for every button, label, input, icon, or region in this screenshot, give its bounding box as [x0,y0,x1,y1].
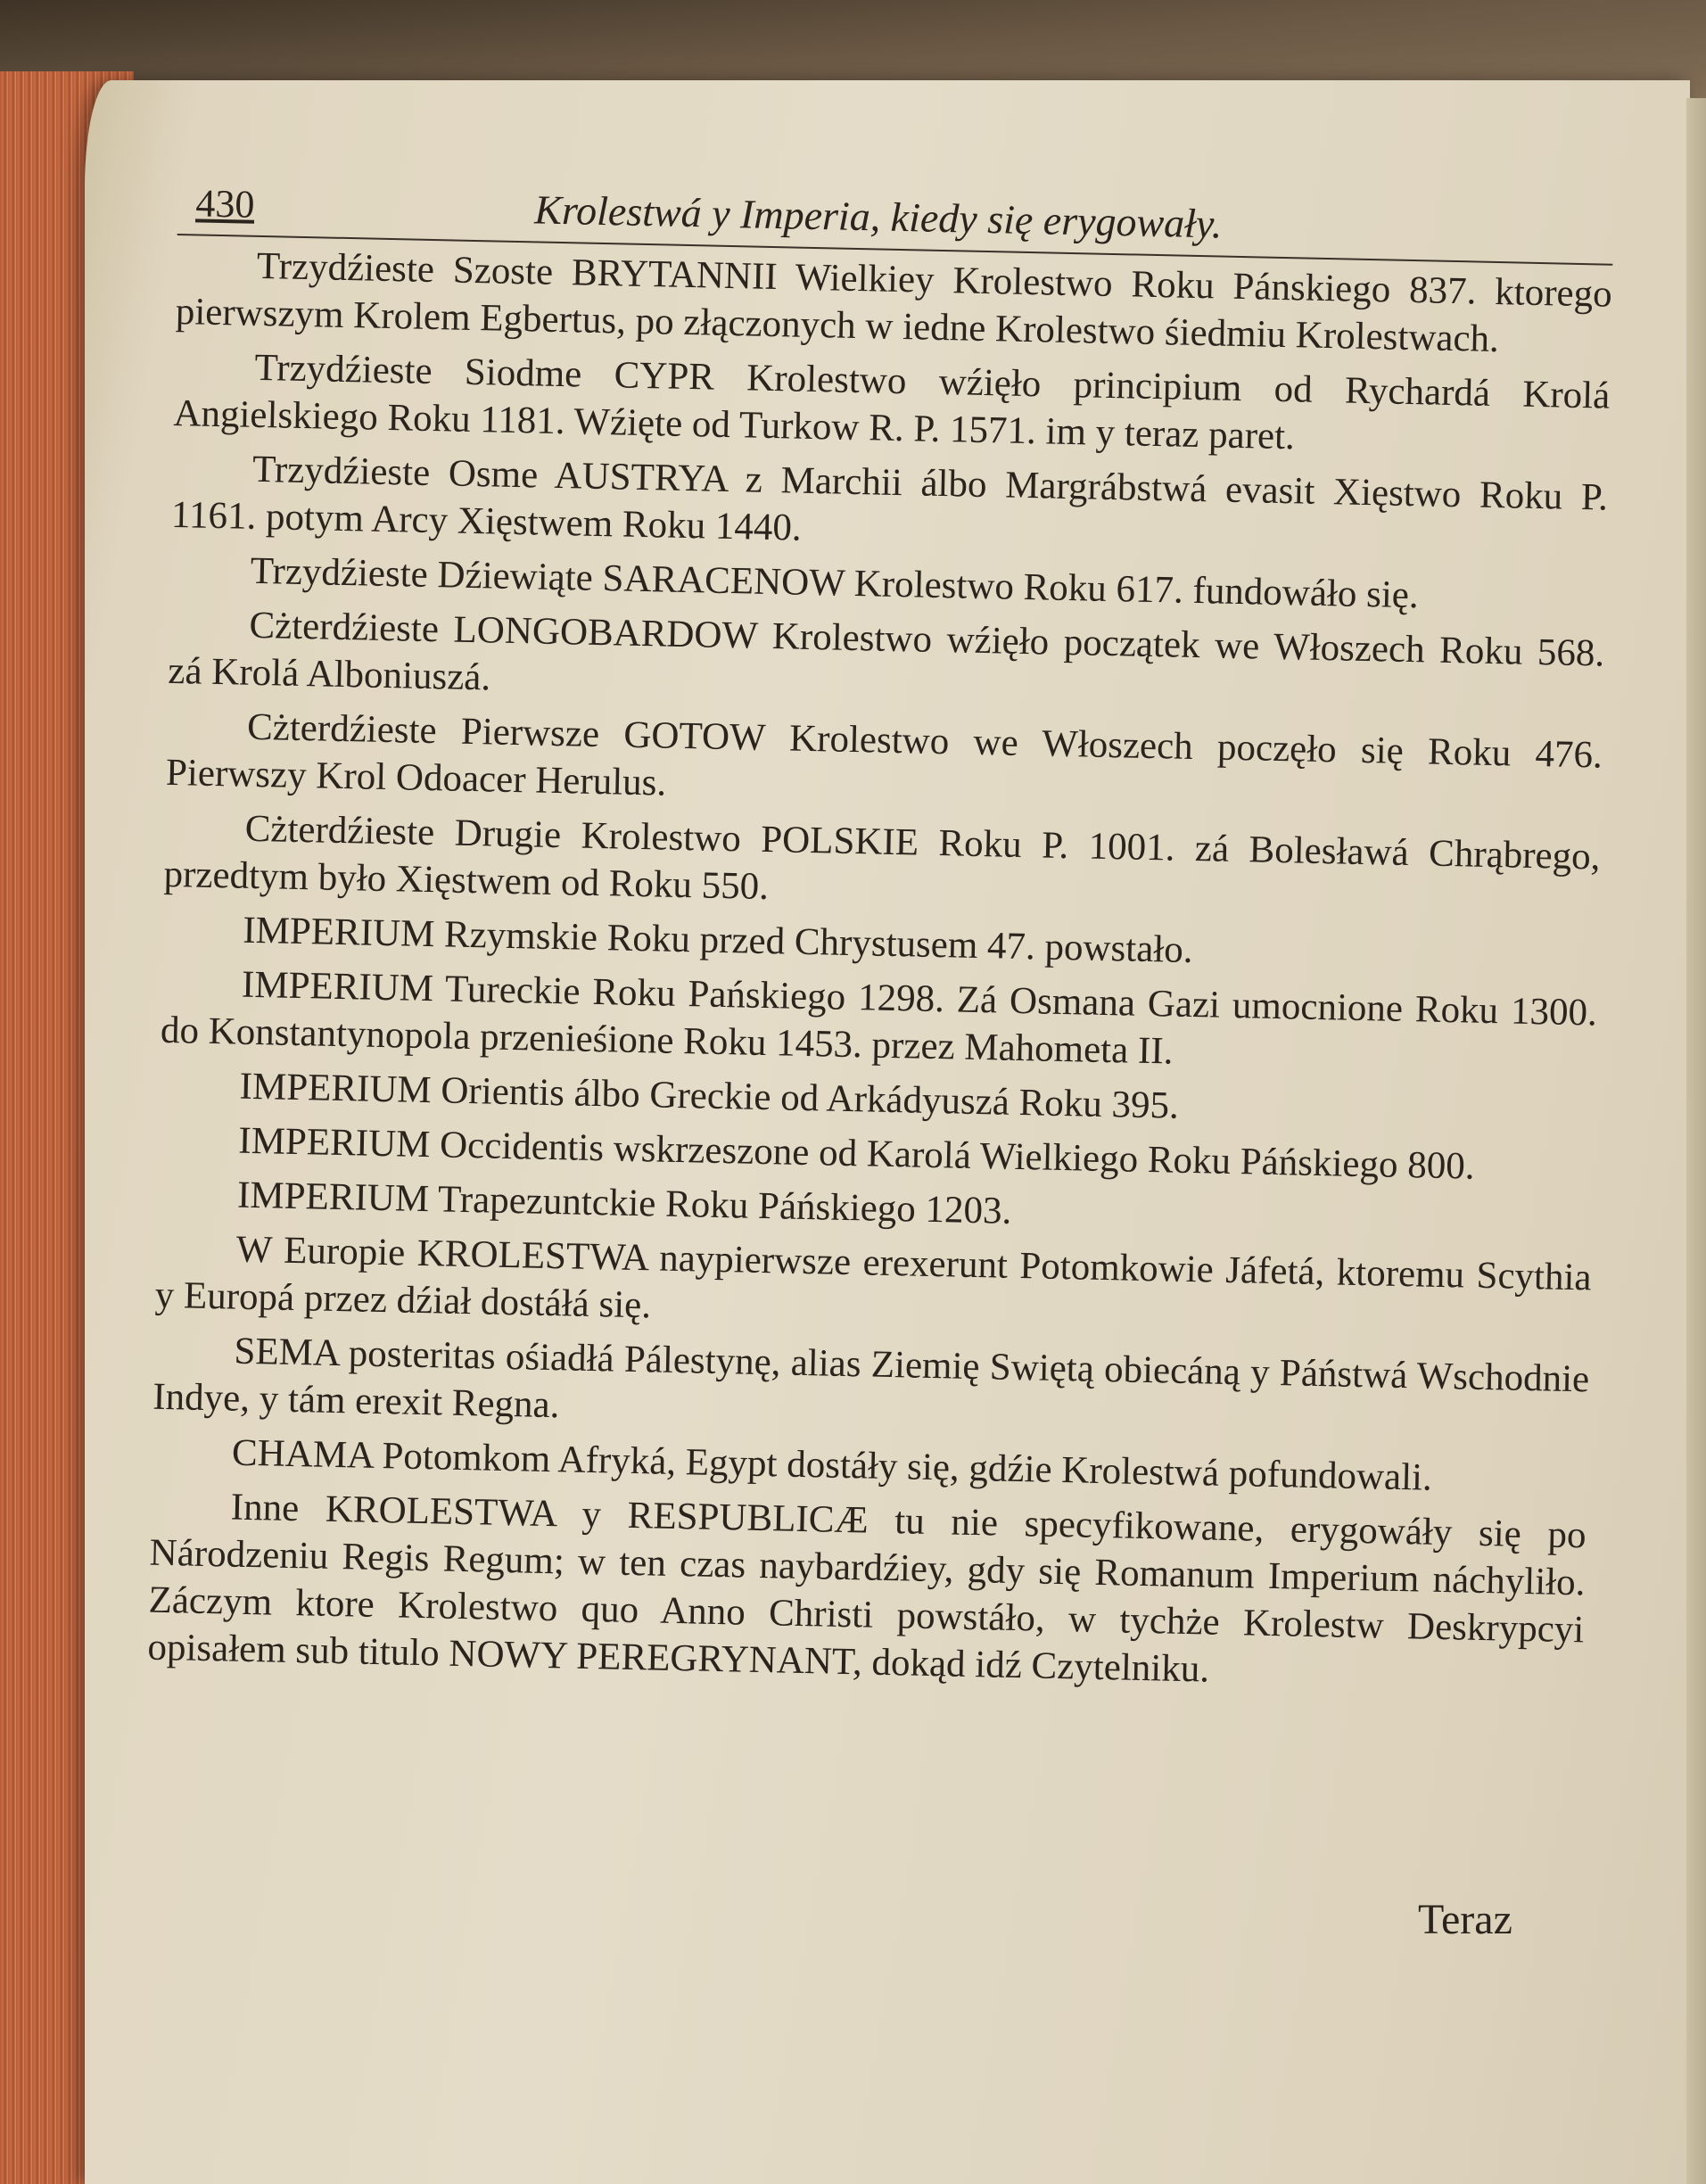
running-title: Krolestwá y Imperia, kiedy się erygowały. [533,186,1223,247]
paragraph-longobards: Cżterdźieste LONGOBARDOW Krolestwo wźięło początek we Włoszech Roku 568. zá Krolá Alboniuszá. [167,604,1605,699]
paragraph-goths: Cżterdźieste Pierwsze GOTOW Krolestwo we Włoszech poczęło się Roku 476. Pierwszy Krol Odoacer Herulus. [165,705,1603,804]
paragraph-trebizond-empire: IMPERIUM Trapezuntckie Roku Páńskiego 1203. [236,1174,1012,1232]
paragraph-cyprus: Trzydźieste Siodme CYPR Krolestwo wźięło principium od Rychardá Krolá Angielskiego Roku 1181. Wźięte od Turkow R. P. 1571. im y teraz paret. [172,346,1611,458]
paragraph-western-empire: IMPERIUM Occidentis wskrzeszone od Karolá Wielkiego Roku Páńskiego 800. [237,1119,1475,1188]
paragraph-other-kingdoms: Inne KROLESTWA y RESPUBLICÆ tu nie specyfikowane, erygowáły się po Národzeniu Regis Regum; w ten czas naybardźiey, gdy się Romanum Imperium náchyliło. Záczym ktore Krolestwo quo Anno Christi powstáło, w tychże Krolestw Deskrypcyi opisałem sub titulo NOWY PEREGRYNANT, dokąd idź Czytelniku. [147,1486,1586,1691]
paragraph-turkish-empire: IMPERIUM Tureckie Roku Pańskiego 1298. Zá Osmana Gazi umocnione Roku 1300. do Konstantynopola przenieśione Roku 1453. przez Mahometa II. [160,963,1598,1073]
paragraph-eastern-empire: IMPERIUM Orientis álbo Greckie od Arkádyuszá Roku 395. [239,1065,1180,1127]
paragraph-austria: Trzydźieste Osme AUSTRYA z Marchii álbo Margrábstwá evasit Xięstwo Roku P. 1161. potym Arcy Xięstwem Roku 1440. [170,448,1609,549]
paragraph-poland: Cżterdźieste Drugie Krolestwo POLSKIE Roku P. 1001. zá Bolesławá Chrąbrego, przedtym było Xięstwem od Roku 550. [163,807,1601,909]
body-text [147,241,1612,1701]
paragraph-roman-empire: IMPERIUM Rzymskie Roku przed Chrystusem 47. powstało. [242,909,1194,972]
paragraph-britannia: Trzydźieste Szoste BRYTANNII Wielkiey Krolestwo Roku Pánskiego 837. ktorego pierwszym Krolem Egbertus, po złączonych w iedne Krolestwo śiedmiu Krolestwach. [175,244,1613,361]
page-number: 430 [194,181,255,227]
paragraph-cham: CHAMA Potomkom Afryká, Egypt dostáły się, gdźie Krolestwá pofundowali. [231,1431,1433,1499]
paragraph-europe: W Europie KROLESTWA naypierwsze erexerunt Potomkowie Jáfetá, ktoremu Scythia y Europá przez dźiał dostáłá się. [154,1228,1593,1327]
paragraph-sem: SEMA posteritas ośiadłá Pálestynę, alias Ziemię Swiętą obiecáną y Páństwá Wschodnie Indye, y tám erexit Regna. [152,1330,1590,1427]
paragraph-saracens: Trzydźieste Dźiewiąte SARACENOW Krolestwo Roku 617. fundowáło się. [250,549,1420,617]
page-right-edge [1686,98,1706,2184]
catchword: Teraz [1418,1896,1512,1943]
page-text-block [147,178,1614,1708]
